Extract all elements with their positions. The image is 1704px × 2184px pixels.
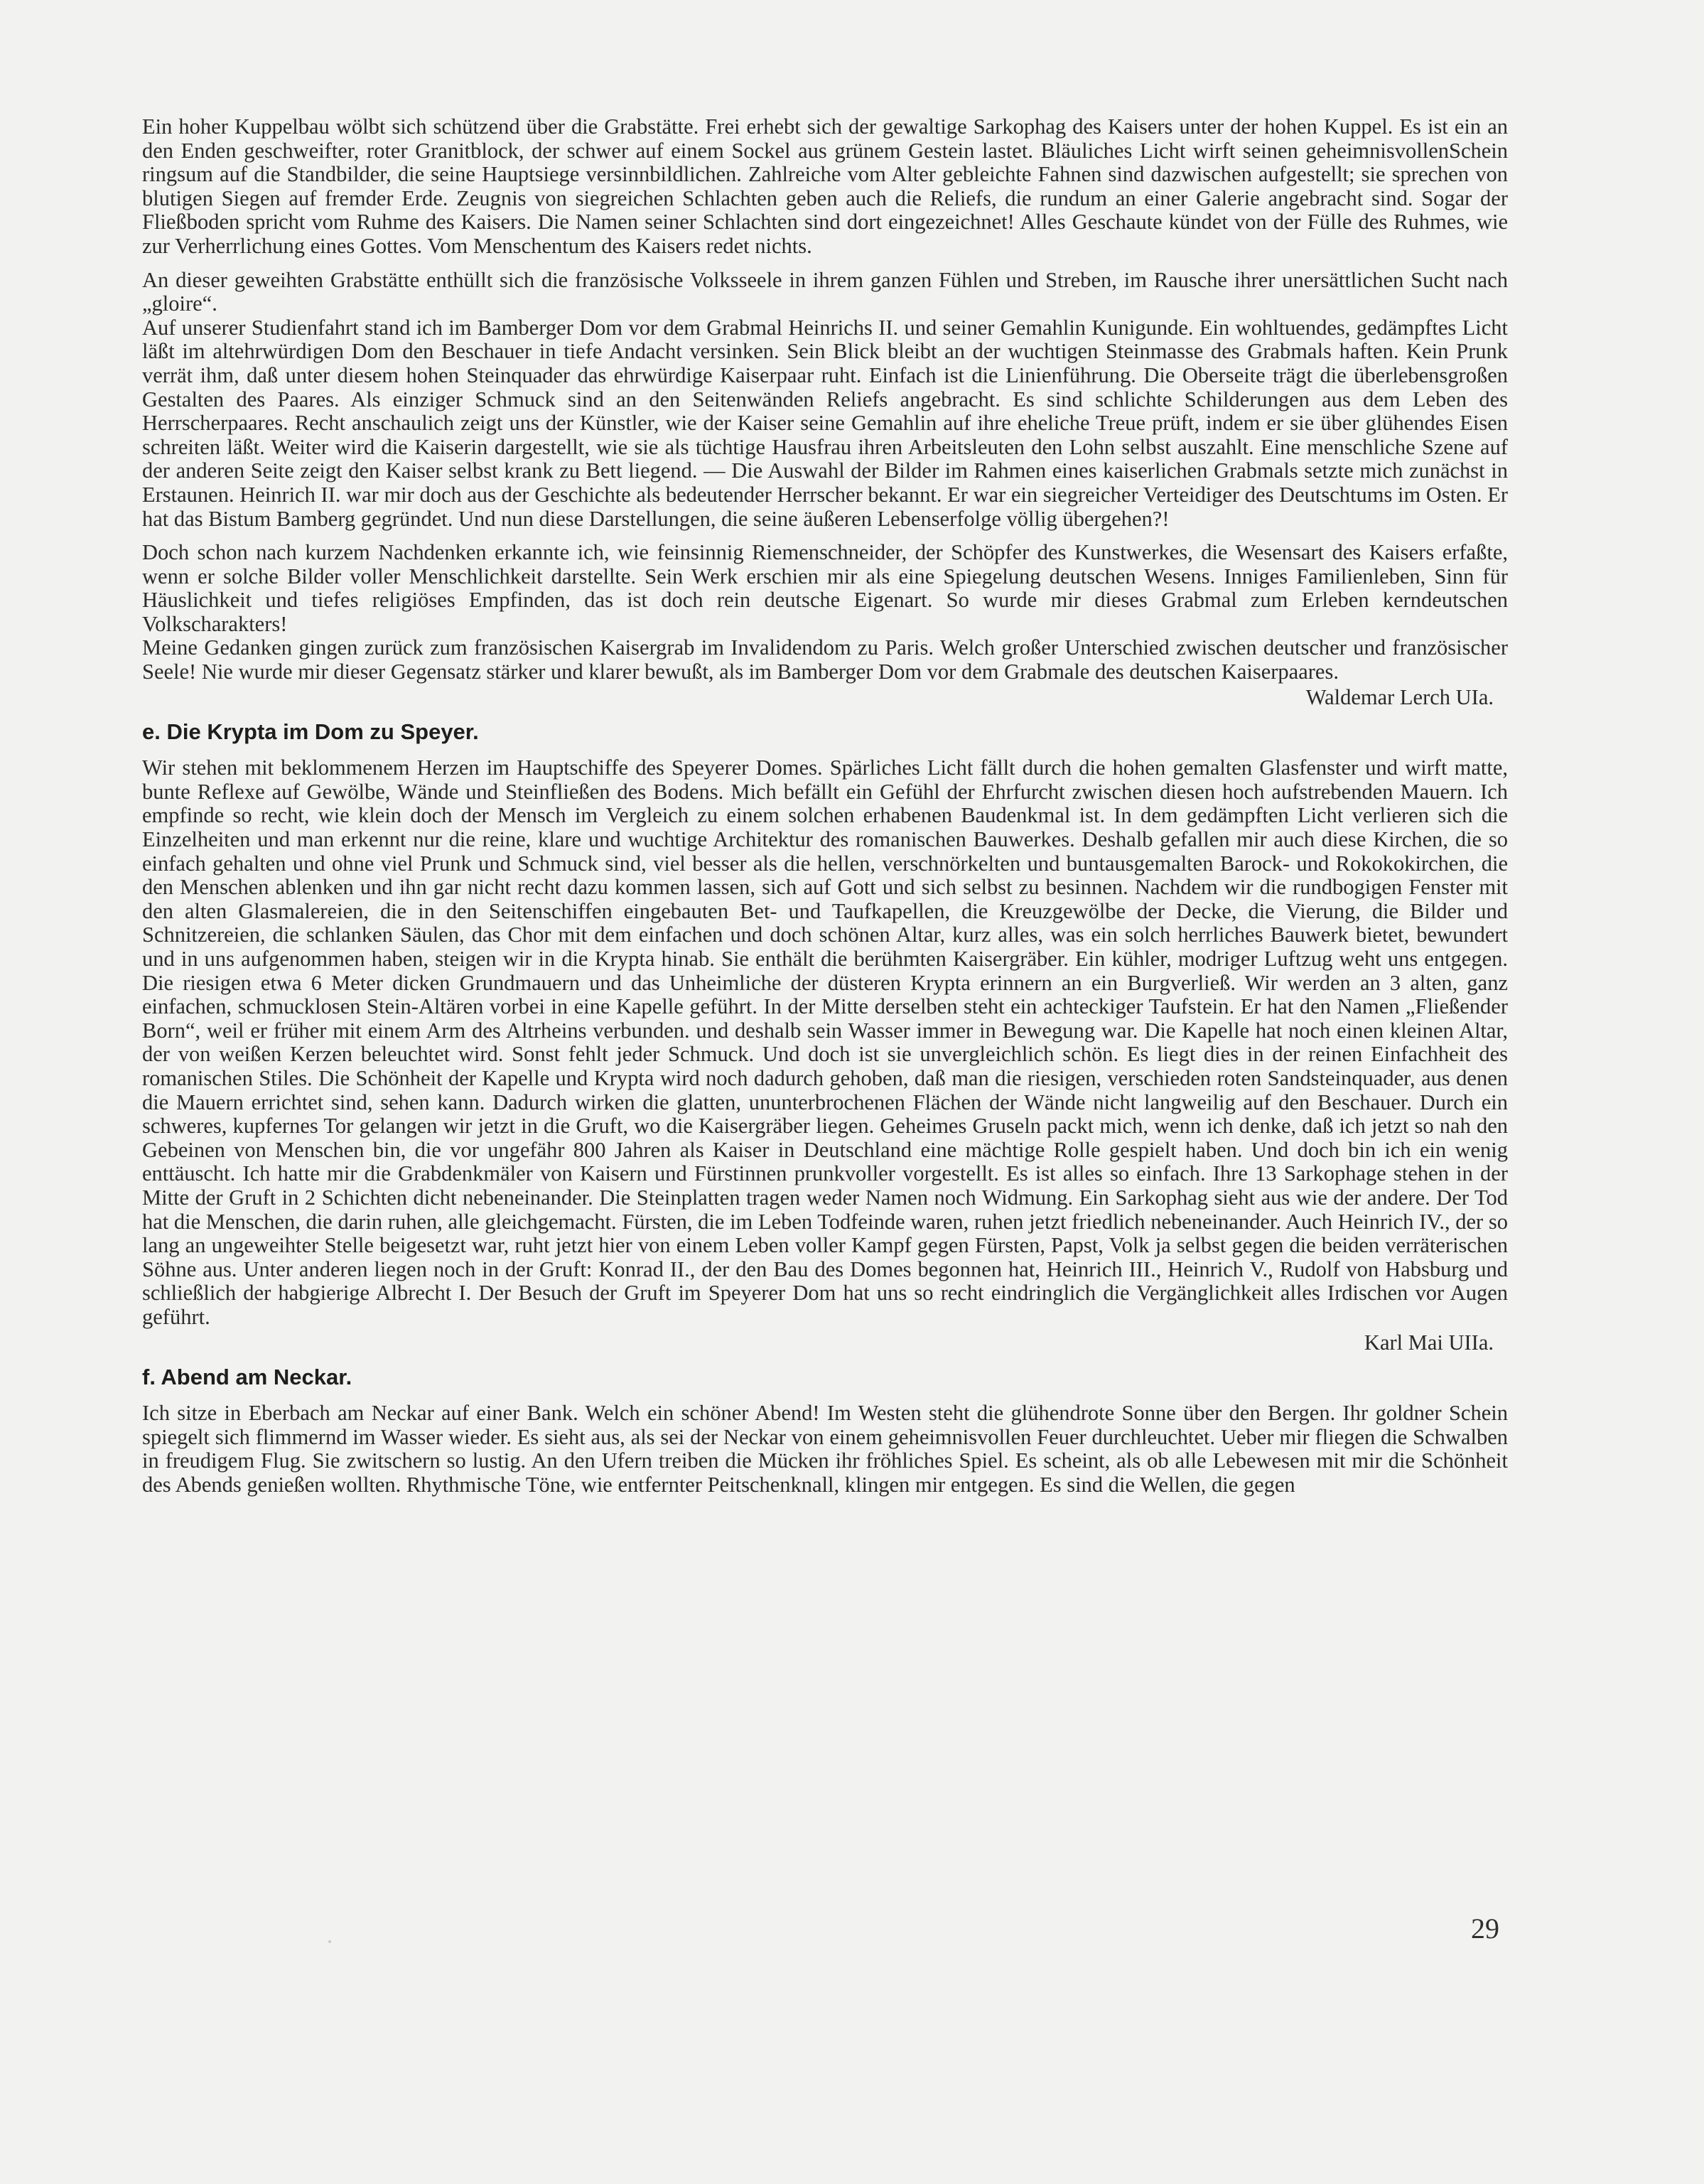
page-number: 29: [1471, 1913, 1499, 1944]
author-signature-mai: Karl Mai UIIa.: [1364, 1330, 1494, 1355]
paper-speck: [328, 1940, 331, 1943]
intro-paragraph-2: An dieser geweihten Grabstätte enthüllt sich die französische Volksseele in ihrem ganzen Fühlen und Streben, im Rausche ihrer unersättlichen Sucht nach „gloire“.: [142, 267, 1508, 316]
krypta-paragraph: Wir stehen mit beklommenem Herzen im Hauptschiffe des Speyerer Domes. Spärliches Licht fällt durch die hohen gemalten Glasfenster und wirft matte, bunte Reflexe auf Gewölbe, Wände und Steinfließen des Bodens. Mich befällt ein Gefühl der Ehrfurcht zwischen diesen hoch aufstrebenden Mauern. Ich empfinde so recht, wie klein doch der Mensch im Vergleich zu einem solchen erhabenen Baudenkmal ist. In dem gedämpften Licht verlieren sich die Einzelheiten und man erkennt nur die reine, klare und wuchtige Architektur des romanischen Bauwerkes. Deshalb gefallen mir auch diese Kirchen, die so einfach gehalten und ohne viel Prunk und Schmuck sind, viel besser als die hellen, verschnörkelten und buntausgemalten Barock- und Rokokokirchen, die den Menschen ablenken und ihn gar nicht recht dazu kommen lassen, sich auf Gott und sich selbst zu besinnen. Nachdem wir die rundbogigen Fenster mit den alten Glasmalereien, die in den Seitenschiffen eingebauten Bet- und Taufkapellen, die Kreuzgewölbe der Decke, die Vierung, die Bilder und Schnitzereien, die schlanken Säulen, das Chor mit dem einfachen und doch schönen Altar, kurz alles, was ein solch herrliches Bauwerk bietet, bewundert und in uns aufgenommen haben, steigen wir in die Krypta hinab. Sie enthält die berühmten Kaisergräber. Ein kühler, modriger Luftzug weht uns entgegen. Die riesigen etwa 6 Meter dicken Grundmauern und das Unheimliche der düsteren Krypta erinnern an ein Burgverließ. Wir werden an 3 alten, ganz einfachen, schmucklosen Stein-Altären vorbei in eine Kapelle geführt. In der Mitte derselben steht ein achteckiger Taufstein. Er hat den Namen „Fließender Born“, weil er früher mit einem Arm des Altrheins verbunden. und deshalb sein Wasser immer in Bewegung war. Die Kapelle hat noch einen kleinen Altar, der von weißen Kerzen beleuchtet wird. Sonst fehlt jeder Schmuck. Und doch ist sie unvergleichlich schön. Es liegt dies in der reinen Einfachheit des romanischen Stiles. Die Schönheit der Kapelle und Krypta wird noch dadurch gehoben, daß man die riesigen, verschieden roten Sandsteinquader, aus denen die Mauern errichtet sind, sehen kann. Dadurch wirken die glatten, ununterbrochenen Flächen der Wände nicht langweilig auf den Beschauer. Durch ein schweres, kupfernes Tor gelangen wir jetzt in die Gruft, wo die Kaisergräber liegen. Geheimes Gruseln packt mich, wenn ich denke, daß ich jetzt so nah den Gebeinen von Menschen bin, die vor ungefähr 800 Jahren als Kaiser in Deutschland eine mächtige Rolle gespielt haben. Und doch bin ich ein wenig enttäuscht. Ich hatte mir die Grabdenkmäler von Kaisern und Fürstinnen prunkvoller vorgestellt. Es ist alles so einfach. Ihre 13 Sarkophage stehen in der Mitte der Gruft in 2 Schichten dicht nebeneinander. Die Steinplatten tragen weder Namen noch Widmung. Ein Sarkophag sieht aus wie der andere. Der Tod hat die Menschen, die darin ruhen, alle gleichgemacht. Fürsten, die im Leben Todfeinde waren, ruhen jetzt friedlich nebeneinander. Auch Heinrich IV., der so lang an ungeweihter Stelle beigesetzt war, ruht jetzt hier von einem Leben voller Kampf gegen Fürsten, Papst, Volk ja selbst gegen die beiden verräterischen Söhne aus. Unter anderen liegen noch in der Gruft: Konrad II., der den Bau des Domes begonnen hat, Heinrich III., Heinrich V., Rudolf von Habsburg und schließlich der habgierige Albrecht I. Der Besuch der Gruft im Speyerer Dom hat uns so recht eindringlich die Vergänglichkeit alles Irdischen vor Augen geführt.: [142, 755, 1508, 1329]
intro-paragraph-3: Auf unserer Studienfahrt stand ich im Bamberger Dom vor dem Grabmal Heinrichs II. und seiner Gemahlin Kunigunde. Ein wohltuendes, gedämpftes Licht läßt im altehrwürdigen Dom den Beschauer in tiefe Andacht versinken. Sein Blick bleibt an der wuchtigen Steinmasse des Grabmals haften. Kein Prunk verrät ihm, daß unter diesem hohen Steinquader das ehrwürdige Kaiserpaar ruht. Einfach ist die Linienführung. Die Oberseite trägt die überlebensgroßen Gestalten des Paares. Als einziger Schmuck sind an den Seitenwänden Reliefs angebracht. Es sind schlichte Schilderungen aus dem Leben des Herrscherpaares. Recht anschaulich zeigt uns der Künstler, wie der Kaiser seine Gemahlin auf ihre eheliche Treue prüft, indem er sie über glühendes Eisen schreiten läßt. Weiter wird die Kaiserin dargestellt, wie sie als tüchtige Hausfrau ihren Arbeitsleuten den Lohn selbst auszahlt. Eine menschliche Szene auf der anderen Seite zeigt den Kaiser selbst krank zu Bett liegend. — Die Auswahl der Bilder im Rahmen eines kaiserlichen Grabmals setzte mich zunächst in Erstaunen. Heinrich II. war mir doch aus der Geschichte als bedeutender Herrscher bekannt. Er war ein siegreicher Verteidiger des Deutschtums im Osten. Er hat das Bistum Bamberg gegründet. Und nun diese Darstellungen, die seine äußeren Lebenserfolge völlig übergehen?!: [142, 315, 1508, 531]
intro-paragraph-4: Doch schon nach kurzem Nachdenken erkannte ich, wie feinsinnig Riemenschneider, der Schöpfer des Kunstwerkes, die Wesensart des Kaisers erfaßte, wenn er solche Bilder voller Menschlichkeit darstellte. Sein Werk erschien mir als eine Spiegelung deutschen Wesens. Inniges Familienleben, Sinn für Häuslichkeit und tiefes religiöses Empfinden, das ist doch rein deutsche Eigenart. So wurde mir dieses Grabmal zum Erleben kerndeutschen Volkscharakters!: [142, 540, 1508, 636]
author-signature-lerch: Waldemar Lerch UIa.: [1305, 684, 1494, 709]
section-heading-neckar: f. Abend am Neckar.: [142, 1365, 352, 1390]
page-text-column: [142, 115, 1508, 1497]
intro-paragraph-1: Ein hoher Kuppelbau wölbt sich schützend über die Grabstätte. Frei erhebt sich der gewaltige Sarkophag des Kaisers unter der hohen Kuppel. Es ist ein an den Enden geschweifter, roter Granitblock, der schwer auf einem Sockel aus grünem Gestein lastet. Bläuliches Licht wirft seinen geheimnisvollenSchein ringsum auf die Standbilder, die seine Hauptsiege versinnbildlichen. Zahlreiche vom Alter gebleichte Fahnen sind dazwischen aufgestellt; sie sprechen von blutigen Siegen auf fremder Erde. Zeugnis von siegreichen Schlachten geben auch die Reliefs, die rundum an einer Galerie angebracht sind. Sogar der Fließboden spricht vom Ruhme des Kaisers. Die Namen seiner Schlachten sind dort eingezeichnet! Alles Geschaute kündet von der Fülle des Ruhmes, wie zur Verherrlichung eines Gottes. Vom Menschentum des Kaisers redet nichts.: [142, 114, 1508, 258]
neckar-paragraph: Ich sitze in Eberbach am Neckar auf einer Bank. Welch ein schöner Abend! Im Westen steht die glühendrote Sonne über den Bergen. Ihr goldner Schein spiegelt sich flimmernd im Wasser wieder. Es sieht aus, als sei der Neckar von einem geheimnisvollen Feuer durchleuchtet. Ueber mir fliegen die Schwalben in freudigem Flug. Sie zwitschern so lustig. An den Ufern treiben die Mücken ihr fröhliches Spiel. Es scheint, als ob alle Lebewesen mit mir die Schönheit des Abends genießen wollten. Rhythmische Töne, wie entfernter Peitschenknall, klingen mir entgegen. Es sind die Wellen, die gegen: [142, 1401, 1508, 1497]
section-heading-krypta: e. Die Krypta im Dom zu Speyer.: [142, 719, 479, 745]
intro-paragraph-5: Meine Gedanken gingen zurück zum französischen Kaisergrab im Invalidendom zu Paris. Welch großer Unterschied zwischen deutscher und französischer Seele! Nie wurde mir dieser Gegensatz stärker und klarer bewußt, als im Bamberger Dom vor dem Grabmale des deutschen Kaiserpaares.: [142, 635, 1508, 684]
